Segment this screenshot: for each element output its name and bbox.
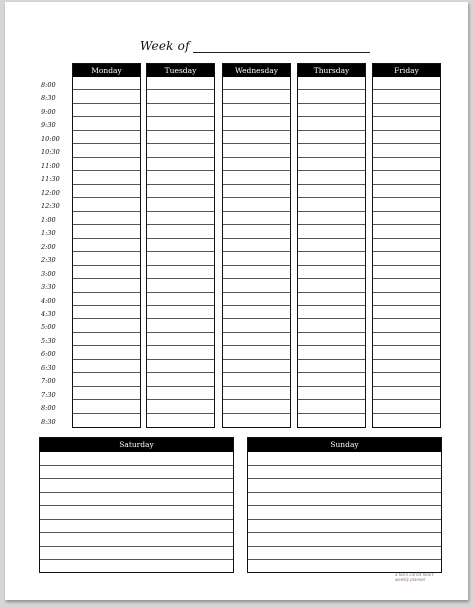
time-slot[interactable] (223, 225, 290, 238)
note-line[interactable] (40, 533, 233, 547)
time-slot[interactable] (298, 144, 365, 157)
time-slot[interactable] (147, 373, 214, 386)
time-label: 7:00 (41, 377, 56, 386)
time-slot[interactable] (147, 239, 214, 252)
time-slot[interactable] (73, 185, 140, 198)
week-of-label: Week of (140, 39, 190, 53)
time-label: 8:00 (41, 81, 56, 89)
time-slot[interactable] (223, 360, 290, 373)
note-line[interactable] (248, 547, 441, 561)
time-label: 10:30 (41, 148, 60, 157)
brand-line1: a fox's carrot heart (395, 572, 434, 577)
time-slot[interactable] (147, 306, 214, 319)
time-slot[interactable] (373, 198, 440, 211)
day-column-friday (372, 63, 441, 428)
time-slot[interactable] (223, 185, 290, 198)
time-slot[interactable] (373, 387, 440, 400)
time-slot[interactable] (373, 117, 440, 130)
time-slot[interactable] (147, 144, 214, 157)
time-slot[interactable] (147, 104, 214, 117)
time-slot[interactable] (73, 252, 140, 265)
time-slot[interactable] (147, 414, 214, 427)
time-slot[interactable] (73, 212, 140, 225)
day-header: Monday (73, 64, 140, 77)
note-line[interactable] (40, 547, 233, 561)
time-label: 8:00 (41, 404, 56, 413)
time-label: 2:30 (41, 256, 56, 265)
weekend-box-sunday (247, 437, 442, 573)
time-slot[interactable] (147, 319, 214, 332)
weekend-box-saturday (39, 437, 234, 573)
time-label: 8:30 (41, 417, 56, 426)
time-slot[interactable] (298, 171, 365, 184)
time-slot[interactable] (298, 387, 365, 400)
time-label: 1:00 (41, 215, 56, 224)
time-slot[interactable] (373, 185, 440, 198)
time-slot[interactable] (73, 77, 140, 90)
time-slot[interactable] (223, 104, 290, 117)
time-slot[interactable] (147, 198, 214, 211)
time-slot[interactable] (147, 158, 214, 171)
time-slot[interactable] (73, 373, 140, 386)
time-slot[interactable] (223, 77, 290, 90)
time-slot[interactable] (298, 346, 365, 359)
time-slot[interactable] (147, 293, 214, 306)
time-slot[interactable] (298, 90, 365, 103)
time-slot[interactable] (373, 144, 440, 157)
time-slot[interactable] (298, 131, 365, 144)
time-slot[interactable] (223, 252, 290, 265)
time-slot[interactable] (223, 306, 290, 319)
time-slot[interactable] (73, 171, 140, 184)
time-slot[interactable] (73, 144, 140, 157)
time-slot[interactable] (73, 239, 140, 252)
note-line[interactable] (40, 479, 233, 493)
time-slot[interactable] (223, 171, 290, 184)
time-slot[interactable] (373, 319, 440, 332)
time-slot[interactable] (373, 239, 440, 252)
day-header: Friday (373, 64, 440, 77)
time-slot[interactable] (298, 158, 365, 171)
time-slot[interactable] (223, 346, 290, 359)
time-slot[interactable] (298, 293, 365, 306)
time-label: 8:30 (41, 94, 56, 103)
time-label: 7:30 (41, 390, 56, 399)
time-slot[interactable] (147, 90, 214, 103)
time-slot[interactable] (298, 360, 365, 373)
note-line[interactable] (40, 520, 233, 534)
time-slot[interactable] (147, 185, 214, 198)
day-header: Wednesday (223, 64, 290, 77)
time-slot[interactable] (298, 212, 365, 225)
time-slot[interactable] (373, 266, 440, 279)
time-slot[interactable] (373, 225, 440, 238)
time-slot[interactable] (373, 373, 440, 386)
time-slot[interactable] (223, 373, 290, 386)
time-slot[interactable] (373, 104, 440, 117)
time-slot[interactable] (223, 144, 290, 157)
time-slot[interactable] (223, 319, 290, 332)
time-slot[interactable] (73, 360, 140, 373)
time-slot[interactable] (373, 414, 440, 427)
day-header: Thursday (298, 64, 365, 77)
time-slot[interactable] (147, 225, 214, 238)
day-column-monday (72, 63, 141, 428)
time-label: 9:30 (41, 121, 56, 130)
note-line[interactable] (248, 493, 441, 507)
time-slot[interactable] (373, 360, 440, 373)
time-slot[interactable] (223, 198, 290, 211)
note-line[interactable] (40, 466, 233, 480)
time-slot[interactable] (373, 306, 440, 319)
time-slot[interactable] (298, 117, 365, 130)
time-slot[interactable] (223, 400, 290, 413)
note-line[interactable] (40, 506, 233, 520)
time-slot[interactable] (73, 319, 140, 332)
time-slot[interactable] (223, 131, 290, 144)
time-slot[interactable] (147, 117, 214, 130)
time-slot[interactable] (373, 77, 440, 90)
time-slot[interactable] (147, 346, 214, 359)
time-slot[interactable] (223, 158, 290, 171)
planner-page (5, 2, 468, 600)
time-slot[interactable] (223, 279, 290, 292)
time-label: 11:00 (41, 161, 60, 170)
time-slot[interactable] (73, 346, 140, 359)
time-slot[interactable] (147, 212, 214, 225)
time-slot[interactable] (373, 400, 440, 413)
time-slot[interactable] (147, 400, 214, 413)
time-slot[interactable] (73, 279, 140, 292)
note-line[interactable] (248, 466, 441, 480)
time-label: 4:00 (41, 296, 56, 305)
time-slot[interactable] (373, 158, 440, 171)
note-line[interactable] (248, 533, 441, 547)
time-slot[interactable] (373, 90, 440, 103)
time-slot[interactable] (73, 306, 140, 319)
time-label: 11:30 (41, 175, 60, 184)
time-slot[interactable] (298, 266, 365, 279)
time-slot[interactable] (373, 131, 440, 144)
note-line[interactable] (40, 452, 233, 466)
time-column (41, 79, 71, 429)
time-label: 6:30 (41, 363, 56, 372)
time-slot[interactable] (147, 360, 214, 373)
time-slot[interactable] (73, 333, 140, 346)
time-slot[interactable] (373, 293, 440, 306)
time-slot[interactable] (73, 414, 140, 427)
time-slot[interactable] (147, 252, 214, 265)
time-slot[interactable] (73, 400, 140, 413)
time-slot[interactable] (373, 346, 440, 359)
time-slot[interactable] (298, 333, 365, 346)
time-slot[interactable] (73, 266, 140, 279)
time-slot[interactable] (223, 266, 290, 279)
time-slot[interactable] (73, 90, 140, 103)
time-slot[interactable] (73, 225, 140, 238)
time-slot[interactable] (73, 158, 140, 171)
time-slot[interactable] (223, 293, 290, 306)
time-label: 5:30 (41, 336, 56, 345)
note-line[interactable] (248, 452, 441, 466)
brand-logo (395, 572, 433, 582)
time-slot[interactable] (298, 198, 365, 211)
week-of-line[interactable] (193, 52, 370, 53)
time-slot[interactable] (298, 373, 365, 386)
time-label: 2:00 (41, 242, 56, 251)
time-slot[interactable] (373, 252, 440, 265)
time-slot[interactable] (147, 333, 214, 346)
note-line[interactable] (40, 493, 233, 507)
time-label: 12:00 (41, 188, 60, 197)
day-column-thursday (297, 63, 366, 428)
time-slot[interactable] (147, 131, 214, 144)
time-label: 4:30 (41, 309, 56, 318)
time-slot[interactable] (223, 239, 290, 252)
time-slot[interactable] (298, 306, 365, 319)
time-label: 5:00 (41, 323, 56, 332)
time-slot[interactable] (73, 131, 140, 144)
time-slot[interactable] (298, 400, 365, 413)
time-slot[interactable] (298, 104, 365, 117)
time-slot[interactable] (147, 387, 214, 400)
time-slot[interactable] (373, 171, 440, 184)
time-slot[interactable] (298, 239, 365, 252)
time-slot[interactable] (223, 212, 290, 225)
time-label: 1:30 (41, 229, 56, 238)
time-label: 3:30 (41, 283, 56, 292)
weekend-header: Saturday (40, 438, 233, 452)
time-slot[interactable] (223, 387, 290, 400)
note-line[interactable] (40, 560, 233, 574)
note-line[interactable] (248, 479, 441, 493)
time-slot[interactable] (223, 117, 290, 130)
day-column-wednesday (222, 63, 291, 428)
time-slot[interactable] (223, 414, 290, 427)
time-label: 12:30 (41, 202, 60, 211)
time-slot[interactable] (73, 104, 140, 117)
time-slot[interactable] (73, 387, 140, 400)
time-slot[interactable] (147, 266, 214, 279)
weekend-header: Sunday (248, 438, 441, 452)
time-slot[interactable] (147, 77, 214, 90)
day-header: Tuesday (147, 64, 214, 77)
time-slot[interactable] (298, 77, 365, 90)
time-slot[interactable] (298, 319, 365, 332)
time-slot[interactable] (298, 279, 365, 292)
time-slot[interactable] (373, 333, 440, 346)
time-slot[interactable] (223, 90, 290, 103)
time-slot[interactable] (298, 185, 365, 198)
time-slot[interactable] (147, 279, 214, 292)
day-column-tuesday (146, 63, 215, 428)
brand-line2: weekly planner (395, 577, 426, 582)
time-slot[interactable] (298, 225, 365, 238)
time-slot[interactable] (373, 212, 440, 225)
time-slot[interactable] (73, 293, 140, 306)
time-label: 9:00 (41, 107, 56, 116)
time-slot[interactable] (223, 333, 290, 346)
time-label: 3:00 (41, 269, 56, 278)
time-slot[interactable] (298, 414, 365, 427)
time-slot[interactable] (298, 252, 365, 265)
note-line[interactable] (248, 506, 441, 520)
time-slot[interactable] (373, 279, 440, 292)
time-slot[interactable] (73, 117, 140, 130)
time-label: 6:00 (41, 350, 56, 359)
note-line[interactable] (248, 520, 441, 534)
time-slot[interactable] (73, 198, 140, 211)
time-label: 10:00 (41, 134, 60, 143)
time-slot[interactable] (147, 171, 214, 184)
